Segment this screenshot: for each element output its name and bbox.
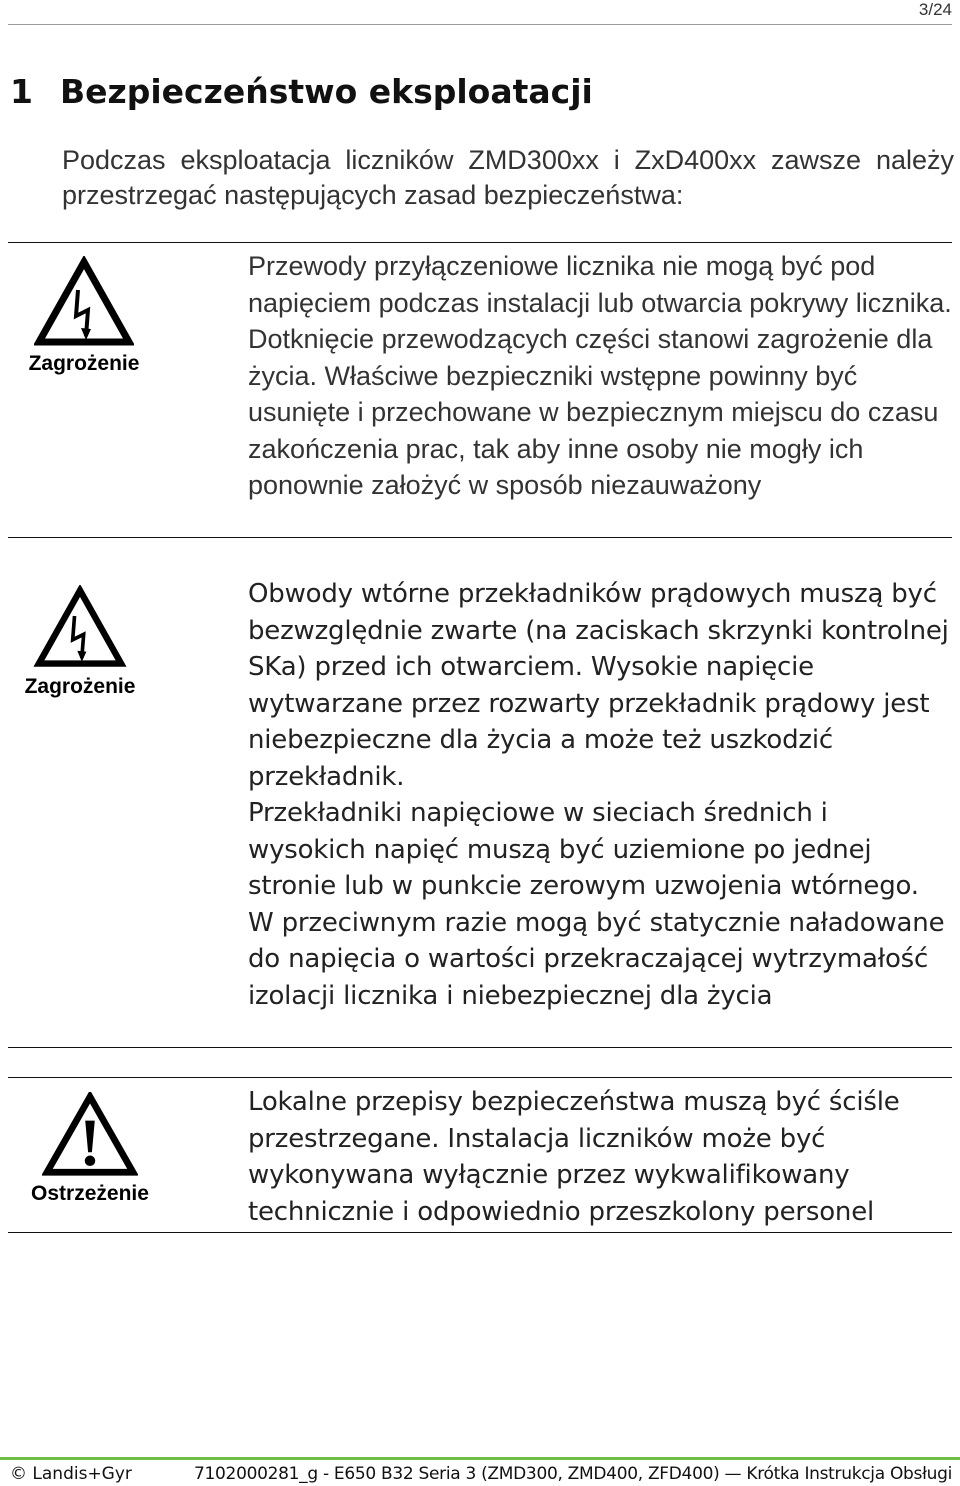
table-rule — [8, 1232, 952, 1233]
exclamation-warning-icon — [42, 1092, 138, 1178]
notice-2-icon-cell — [10, 585, 150, 699]
notice-3-label: Ostrzeżenie — [31, 1182, 149, 1205]
table-rule — [8, 1077, 952, 1078]
notice-1-label: Zagrożenie — [28, 352, 140, 375]
notice-2-paragraph-2: Przekładniki napięciowe w sieciach średnich i wysokich napięć muszą być uziemione po jednej stronie lub w punkcie zerowym uzwojenia wtórnego. W przeciwnym razie mogą być statycznie naładowane do napięcia o wartości przekraczającej wytrzymałość izolacji licznika i niebezpiecznej dla życia — [248, 798, 945, 1011]
section-title: Bezpieczeństwo eksploatacji — [60, 72, 593, 111]
notice-3-icon-cell — [18, 1092, 162, 1206]
table-rule — [8, 537, 952, 538]
footer-document-id: 7102000281_g - E650 B32 Seria 3 (ZMD300, ZMD400, ZFD400) — Krótka Instrukcja Obsługi — [194, 1464, 952, 1484]
notice-1-text — [248, 248, 952, 504]
section-heading — [10, 72, 593, 111]
notice-2-text — [248, 576, 952, 1014]
notice-1-paragraph: Przewody przyłączeniowe licznika nie mogą być pod napięciem podczas instalacji lub otwarcia pokrywy licznika. Dotknięcie przewodzących części stanowi zagrożenie dla życia. Właściwe bezpieczniki wstępne powinny być usunięte i przechowane w bezpiecznym miejscu do czasu zakończenia prac, tak aby inne osoby nie mogły ich ponownie założyć w sposób niezauważony — [248, 251, 952, 500]
table-rule — [8, 1047, 952, 1048]
footer-rule — [0, 1457, 960, 1460]
high-voltage-warning-icon — [34, 256, 134, 348]
notice-2-label: Zagrożenie — [24, 675, 136, 698]
intro-paragraph: Podczas eksploatacja liczników ZMD300xx i ZxD400xx zawsze należy przestrzegać następujących zasad bezpieczeństwa: — [62, 145, 954, 210]
notice-1-icon-cell — [14, 256, 154, 376]
footer-copyright: © Landis+Gyr — [10, 1464, 132, 1484]
header-rule — [8, 24, 952, 25]
table-rule — [8, 242, 952, 243]
section-number: 1 — [10, 72, 33, 111]
page-number: 3/24 — [918, 0, 952, 19]
notice-2-paragraph-1: Obwody wtórne przekładników prądowych muszą być bezwzględnie zwarte (na zaciskach skrzynki kontrolnej SKa) przed ich otwarciem. Wysokie napięcie wytwarzane przez rozwarty przekładnik prądowy jest niebezpieczne dla życia a może też uszkodzić przekładnik. — [248, 579, 949, 792]
notice-3-text — [248, 1084, 952, 1230]
high-voltage-warning-icon — [30, 585, 130, 669]
notice-3-paragraph: Lokalne przepisy bezpieczeństwa muszą być ściśle przestrzegane. Instalacja liczników może być wykonywana wyłącznie przez wykwalifikowany technicznie i odpowiednio przeszkolony personel — [248, 1087, 900, 1227]
